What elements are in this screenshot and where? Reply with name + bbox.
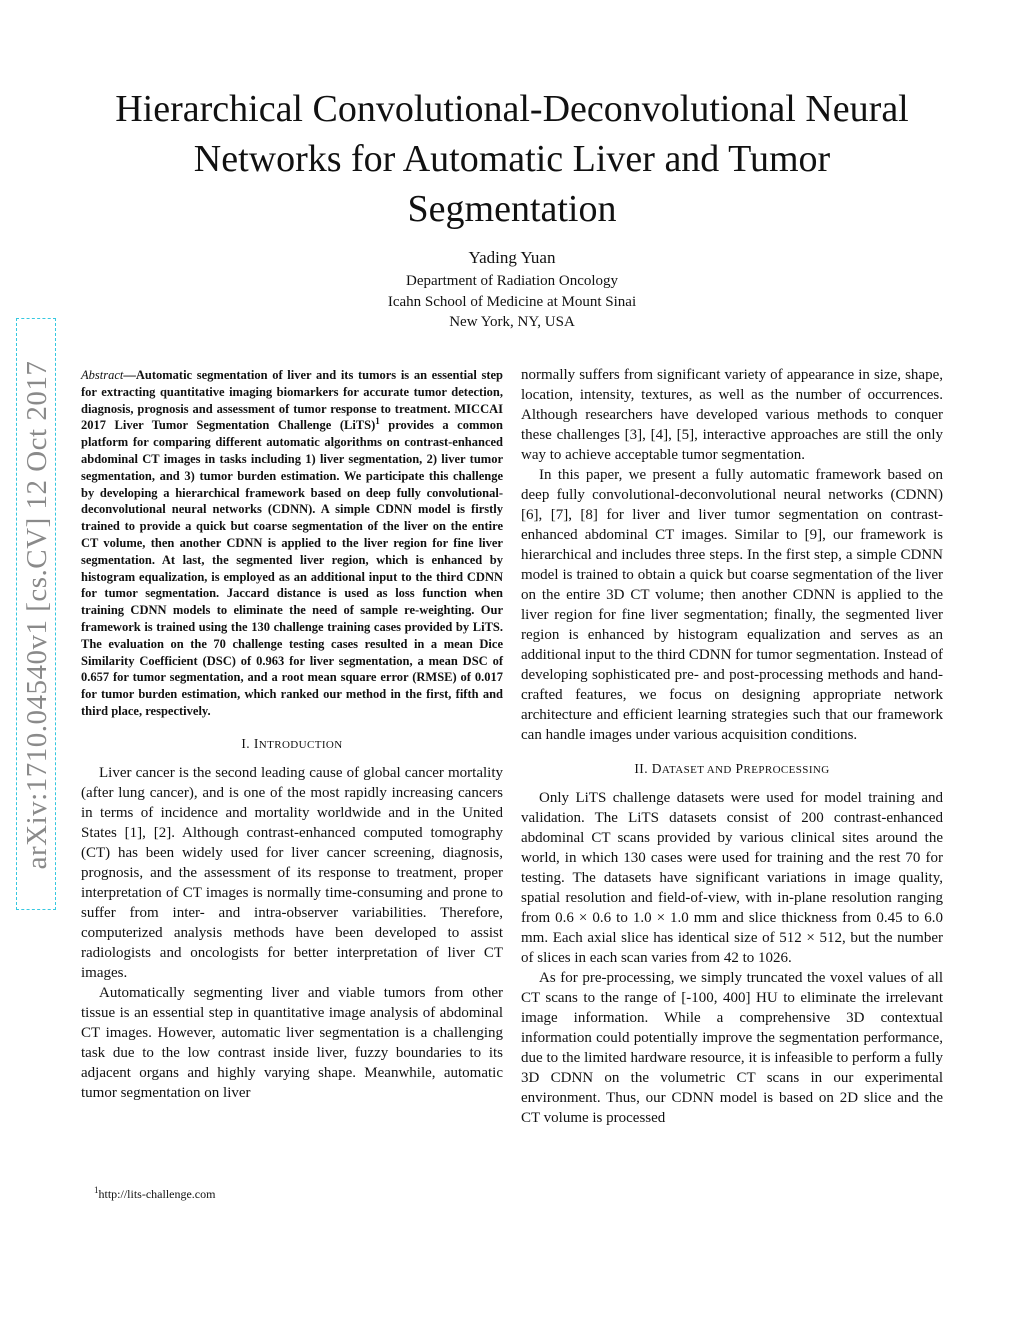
section-number: II. (634, 761, 648, 776)
section-title-rest: REPROCESSING (743, 764, 830, 776)
paragraph: As for pre-processing, we simply truncated the voxel values of all CT scans to the range of [-100, 400] HU to eliminate the irrelevant image information. While a comprehensive 3D contextual information could potentially improve the segmentation performance, due to the limited hardware resource, it is infeasible to perform a fully 3D CDNN on the volumetric CT scans in our experimental environment. Thus, our CDNN model is based on 2D slice and the CT volume is processed (521, 970, 943, 1126)
affiliation-line: New York, NY, USA (449, 314, 575, 330)
author-name: Yading Yuan (468, 248, 556, 267)
abstract-text: provides a common platform for comparing different automatic algorithms on contrast-enhanced abdominal CT images in tasks including 1) liver segmentation, 2) liver tumor segmentation, and 3) tumor burden estimation. We participate this challenge by developing a hierarchical framework based on deep fully convolutional-deconvolutional neural networks (CDNN). A simple CDNN model is firstly trained to provide a quick but coarse segmentation of the liver on the entire CT volume, then another CDNN is applied to the liver region for fine liver segmentation. At last, the segmented liver region, which is enhanced by histogram equalization, is employed as an additional input to the third CDNN for tumor segmentation. Jaccard distance is used as loss function when training CDNN models to eliminate the need of sample re-weighting. Our framework is trained using the 130 challenge training cases provided by LiTS. The evaluation on the 70 challenge testing cases resulted in a mean Dice Similarity Coefficient (DSC) of 0.963 for liver segmentation, a mean DSC of 0.657 for tumor segmentation, and a root mean square error (RMSE) of 0.017 for tumor burden estimation, which ranked our method in the first, fifth and third place, respectively. (81, 418, 503, 718)
section-title-initial: I (253, 735, 259, 751)
abstract-text: Automatic segmentation of liver and its tumors is an essential step for extracting quantitative imaging biomarkers for accurate tumor detection, diagnosis, prognosis and assessment of tumor response to treatment. MICCAI 2017 Liver Tumor Segmentation Challenge (LiTS) (81, 368, 503, 433)
paragraph: Automatically segmenting liver and viable tumors from other tissue is an essential step in quantitative image analysis of abdominal CT images. However, automatic liver segmentation is a challenging task due to the low contrast inside liver, fuzzy boundaries to its adjacent organs and highly varying shape. Meanwhile, automatic tumor segmentation on liver (81, 984, 503, 1101)
section-heading-dataset (521, 759, 943, 780)
section-title-initial: P (735, 761, 744, 776)
right-column (521, 365, 943, 1128)
paragraph: Only LiTS challenge datasets were used for model training and validation. The LiTS datasets consist of 200 contrast-enhanced abdominal CT scans provided by various clinical sites around the world, in which 130 cases were used for training and the rest 70 for testing. The datasets have significant variations in image quality, spatial resolution and field-of-view, with in-plane resolution ranging from 0.6 × 0.6 to 1.0 × 1.0 mm and slice thickness from 0.45 to 6.0 mm. Each axial slice has identical size of 512 × 512, but the number of slices in each scan varies from 42 to 1026. (521, 790, 943, 966)
section-heading-introduction (81, 734, 503, 755)
abstract-dash: — (123, 368, 136, 382)
paragraph: In this paper, we present a fully automatic framework based on deep fully convolutional-deconvolutional neural networks (CDNN) [6], [7], [8] for liver and liver tumor segmentation on contrast-enhanced abdominal CT images. Similar to [9], our framework is hierarchical and includes three steps. In the first step, a simple CDNN model is trained to obtain a quick but coarse segmentation of the liver on the entire 3D CT volume; then another CDNN is applied to the liver region for fine liver segmentation; finally, the segmented liver region is enhanced by histogram equalization and serves as an additional input to the third CDNN for tumor segmentation. Instead of developing sophisticated pre- and post-processing methods and hand-crafted features, we focus on designing appropriate network architecture and efficient learning strategies such that our framework can handle images under various acquisition conditions. (521, 467, 944, 743)
title-line: Networks for Automatic Liver and Tumor (193, 138, 831, 181)
paper-title (60, 84, 964, 234)
footnote (94, 1186, 215, 1202)
footnote-link[interactable]: http://lits-challenge.com (98, 1187, 216, 1201)
affiliation (0, 271, 1024, 333)
section-title-initial: D (651, 761, 662, 776)
arxiv-stamp[interactable] (16, 318, 56, 910)
title-line: Hierarchical Convolutional-Deconvolutional Neural (115, 88, 909, 130)
abstract (81, 367, 503, 720)
paragraph: Liver cancer is the second leading cause of global cancer mortality (after lung cancer), and is one of the most rapidly increasing cancers in terms of incidence and mortality worldwide and in the United States [1], [2]. Although contrast-enhanced computed tomography (CT) has been widely used for liver cancer screening, diagnosis, prognosis, and the assessment of its response to treatment, proper interpretation of CT images is normally time-consuming and prone to suffer from inter- and intra-observer variabilities. Therefore, computerized analysis methods have been developed to assist radiologists and oncologists for better interpretation of liver CT images. (81, 764, 503, 981)
section-number: I. (241, 735, 251, 751)
section-title-rest: ATASET AND (661, 764, 732, 776)
abstract-label: Abstract (81, 368, 124, 382)
title-line: Segmentation (407, 188, 617, 231)
footnote-mark: 1 (375, 416, 380, 427)
left-column (81, 367, 503, 1103)
affiliation-line: Icahn School of Medicine at Mount Sinai (387, 293, 637, 310)
arxiv-identifier[interactable]: arXiv:1710.04540v1 [cs.CV] 12 Oct 2017 (21, 360, 53, 870)
footnote-mark: 1 (94, 1185, 99, 1195)
paragraph-continuation: normally suffers from significant variety of appearance in size, shape, location, intensity, textures, as well as the number of occurrences. Although researchers have developed various methods to conquer these challenges [3], [4], [5], interactive approaches are still the only way to achieve acceptable tumor segmentation. (521, 367, 943, 463)
affiliation-line: Department of Radiation Oncology (405, 273, 619, 289)
section-title-rest: NTRODUCTION (258, 738, 343, 751)
